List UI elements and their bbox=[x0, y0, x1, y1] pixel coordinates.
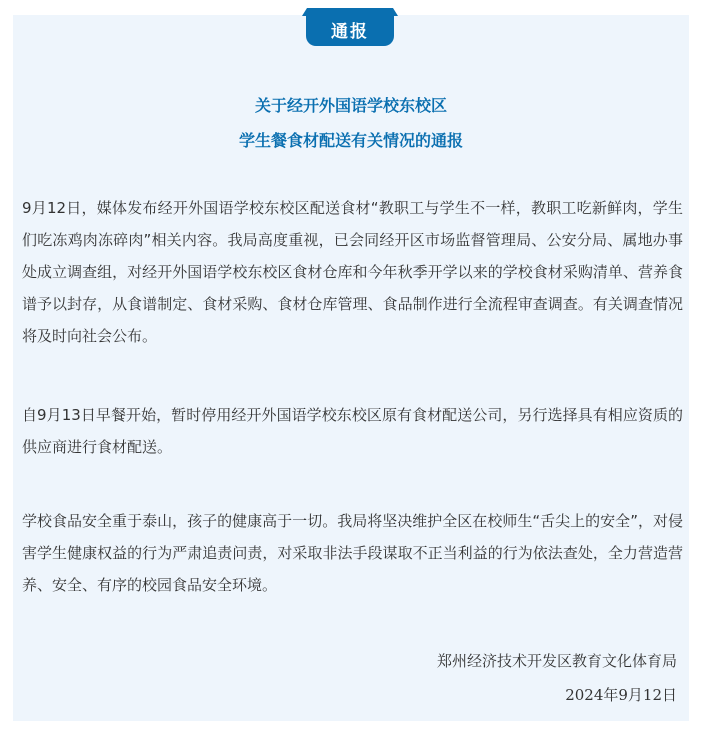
badge-label: 通报 bbox=[306, 12, 394, 46]
notice-badge bbox=[302, 8, 398, 48]
signature-date: 2024年9月12日 bbox=[565, 686, 677, 704]
signature-organization: 郑州经济技术开发区教育文化体育局 bbox=[436, 652, 677, 670]
paragraph-supplier-suspension: 自9月13日早餐开始，暂时停用经开外国语学校东校区原有食材配送公司，另行选择具有相应资质的供应商进行食材配送。 bbox=[22, 406, 683, 456]
title-line-1: 关于经开外国语学校东校区 bbox=[254, 96, 447, 115]
notice-panel bbox=[13, 15, 689, 721]
paragraph-investigation: 9月12日，媒体发布经开外国语学校东校区配送食材“教职工与学生不一样，教职工吃新鲜肉，学生们吃冻鸡肉冻碎肉”相关内容。我局高度重视，已会同经开区市场监督管理局、公安分局、属地办事处成立调查组，对经开外国语学校东校区食材仓库和今年秋季开学以来的学校食材采购清单、营养食谱予以封存，从食谱制定、食材采购、食材仓库管理、食品制作进行全流程审查调查。有关调查情况将及时向社会公布。 bbox=[22, 199, 683, 345]
paragraph-food-safety-commitment: 学校食品安全重于泰山，孩子的健康高于一切。我局将坚决维护全区在校师生“舌尖上的安全”，对侵害学生健康权益的行为严肃追责问责，对采取非法手段谋取不正当利益的行为依法查处，全力营造营养、安全、有序的校园食品安全环境。 bbox=[22, 512, 683, 594]
title-line-2: 学生餐食材配送有关情况的通报 bbox=[238, 131, 463, 150]
